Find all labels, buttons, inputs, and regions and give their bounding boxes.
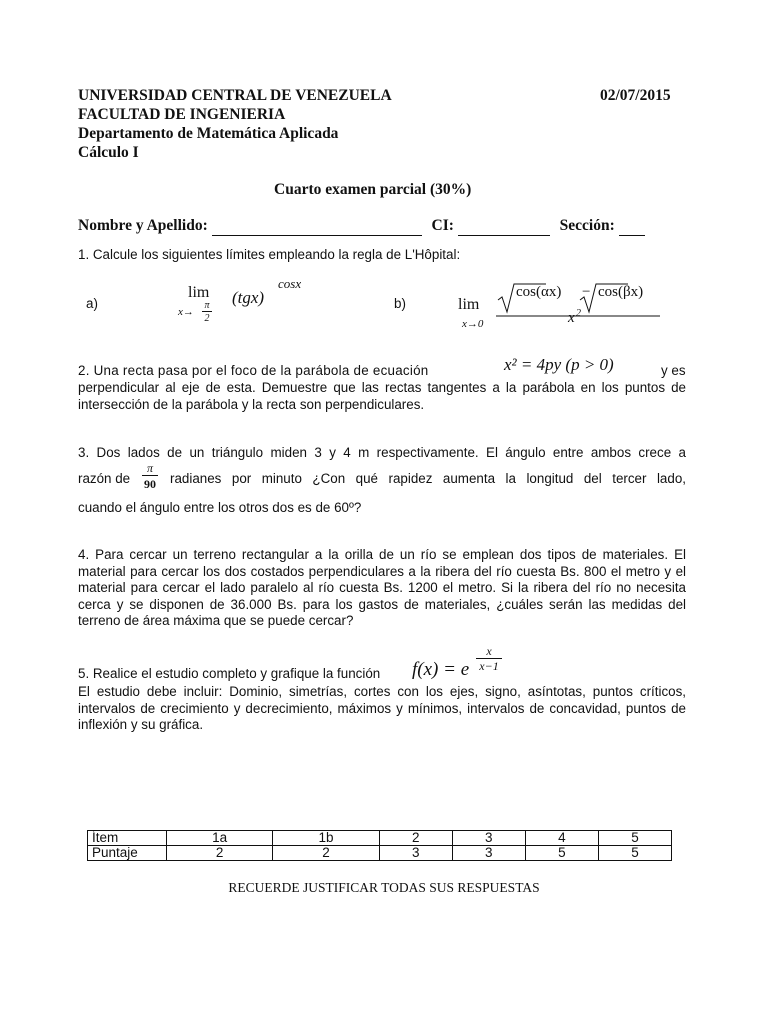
table-cell: 3: [379, 846, 452, 861]
table-cell: 3: [452, 831, 525, 846]
name-label: Nombre y Apellido:: [78, 217, 208, 234]
q5-exp-den: x−1: [479, 659, 499, 673]
table-cell: 2: [167, 846, 273, 861]
lim-a-two: 2: [204, 313, 210, 324]
q3-line2: [78, 461, 686, 497]
q1b-den-exp: 2: [576, 308, 581, 319]
lim-b: lim: [458, 296, 480, 313]
table-cell: Ítem: [88, 831, 167, 846]
q2-line1: 2. Una recta pasa por el foco de la parábola de ecuación: [78, 363, 429, 378]
q3-rate-den: 90: [144, 477, 156, 491]
exam-date: 02/07/2015: [600, 87, 671, 104]
table-cell: 5: [598, 831, 671, 846]
score-table: [87, 830, 672, 861]
department-name: Departamento de Matemática Aplicada: [78, 125, 339, 142]
q1b-minus: −: [582, 284, 591, 300]
score-table-row-items: [88, 831, 672, 846]
q3-line1: 3. Dos lados de un triángulo miden 3 y 4 m respectivamente. El ángulo entre ambos crece a: [78, 445, 686, 460]
q3-rate-prefix: razón de: [78, 471, 131, 486]
q5-rest: El estudio debe incluir: Dominio, simetrías, cortes con los ejes, signo, asíntotas, puntos críticos, intervalos de crecimiento y decrecimiento, máximos y mínimos, intervalos de concavidad, puntos de inflexión y su gráfica.: [78, 684, 686, 732]
q1b-num1: cos(αx): [516, 284, 562, 300]
table-cell: Puntaje: [88, 846, 167, 861]
q2-rest: perpendicular al eje de esta. Demuestre que las rectas tangentes a la parábola en los puntos de intersección de la parábola y la recta son perpendiculares.: [78, 380, 686, 412]
table-cell: 5: [525, 846, 598, 861]
q1a-expr: (tgx): [232, 288, 265, 307]
q5-function: f(x) = e: [412, 659, 470, 680]
table-cell: 4: [525, 831, 598, 846]
course-name: Cálculo I: [78, 144, 139, 161]
university-name: UNIVERSIDAD CENTRAL DE VENEZUELA: [78, 87, 392, 104]
q3-rate-num: π: [142, 461, 158, 476]
q1-text: 1. Calcule los siguientes límites empleando la regla de L'Hôpital:: [78, 247, 461, 262]
header-block: [78, 86, 392, 162]
faculty-name: FACULTAD DE INGENIERIA: [78, 106, 286, 123]
lim-b-sub: x→0: [462, 318, 484, 330]
q1a-label: a): [86, 296, 98, 311]
q3-rate-suffix: radianes por minuto ¿Con qué rapidez aumenta la longitud del tercer lado,: [170, 471, 686, 486]
score-table-row-points: [88, 846, 672, 861]
q2-block: [78, 355, 686, 413]
q1b-label: b): [394, 296, 406, 311]
lim-a: lim: [188, 284, 210, 301]
q5-exp-num: x: [476, 644, 502, 659]
q4-text: 4. Para cercar un terreno rectangular a la orilla de un río se emplean dos tipos de materiales. El material para cercar los dos costados perpendiculares a la ribera del río cuesta Bs. 800 el metro y el material para cercar el lado paralelo al río cuesta Bs. 1200 el metro. Si la ribera del río no necesita cerca y se disponen de 36.000 Bs. para los gastos de materiales, ¿cuáles serán las medidas del terreno de área máxima que se puede cercar?: [78, 547, 686, 628]
q2-equation: x² = 4py (p > 0): [504, 355, 614, 374]
lim-a-pi: π: [202, 300, 212, 312]
q1b-den: x: [568, 310, 575, 326]
lim-a-sub: x→: [178, 306, 194, 318]
q1a-exponent: cosx: [278, 276, 302, 291]
name-field[interactable]: [212, 216, 422, 236]
table-cell: 3: [452, 846, 525, 861]
ci-field[interactable]: [458, 216, 550, 236]
q5-header: [78, 644, 686, 684]
ci-label: CI:: [431, 217, 454, 234]
student-info-row: [78, 216, 678, 236]
exam-title: Cuarto examen parcial (30%): [274, 181, 472, 198]
table-cell: 2: [379, 831, 452, 846]
table-cell: 1b: [273, 831, 379, 846]
q2-line1-end: y es: [661, 363, 686, 378]
footer-note: RECUERDE JUSTIFICAR TODAS SUS RESPUESTAS: [228, 880, 540, 895]
q1b-num2: cos(βx): [598, 284, 644, 300]
table-cell: 1a: [167, 831, 273, 846]
q5-line1: 5. Realice el estudio completo y grafique la función: [78, 666, 381, 681]
table-cell: 2: [273, 846, 379, 861]
section-field[interactable]: [619, 216, 645, 236]
q3-line3: cuando el ángulo entre los otros dos es de 60º?: [78, 500, 362, 515]
section-label: Sección:: [559, 217, 615, 234]
table-cell: 5: [598, 846, 671, 861]
